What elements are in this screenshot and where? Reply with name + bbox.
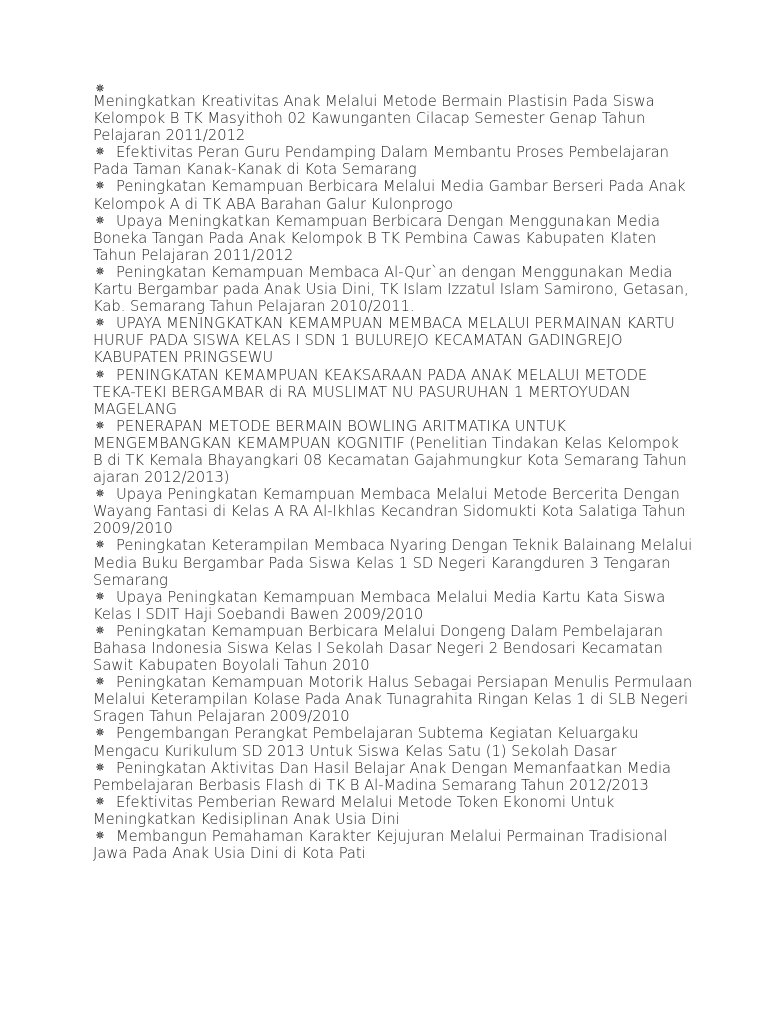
list-item-text: PENINGKATAN KEMAMPUAN KEAKSARAAN PADA ANAK MELALUI METODE TEKA-TEKI BERGAMBAR di RA MUSLIMAT NU PASURUHAN 1 MERTOYUDAN MAGELANG [93,366,648,418]
list-item [93,589,693,623]
list-item [93,623,693,674]
list-item-text: Peningkatan Kemampuan Membaca Al-Qur`an dengan Menggunakan Media Kartu Bergambar pada Anak Usia Dini, TK Islam Izzatul Islam Samirono, Getasan, Kab. Semarang Tahun Pelajaran 2010/2011. [93,263,689,316]
list-item [93,828,693,862]
list-item [93,315,693,366]
asterisk-bullet-icon [96,763,104,771]
list-item [93,264,693,315]
list-item [93,725,693,759]
list-item-text: Upaya Meningkatkan Kemampuan Berbicara Dengan Menggunakan Media Boneka Tangan Pada Anak Kelompok B TK Pembina Cawas Kabupaten Klaten Tahun Pelajaran 2011/2012 [93,212,660,264]
asterisk-bullet-icon [96,216,104,224]
list-item [93,674,693,725]
list-item [93,760,693,794]
list-item [93,213,693,264]
list-item-text: Upaya Peningkatan Kemampuan Membaca Melalui Media Kartu Kata Siswa Kelas I SDIT Haji Soebandi Bawen 2009/2010 [93,588,666,623]
asterisk-bullet-icon [96,267,104,275]
asterisk-bullet-icon [96,181,104,189]
list-item-text: Peningkatan Kemampuan Berbicara Melalui Media Gambar Berseri Pada Anak Kelompok A di TK ABA Barahan Galur Kulonprogo [93,178,686,213]
asterisk-bullet-icon [96,540,104,548]
list-item-text: Pengembangan Perangkat Pembelajaran Subtema Kegiatan Keluargaku Mengacu Kurikulum SD 2013 Untuk Siswa Kelas Satu (1) Sekolah Dasar [93,725,639,760]
list-item-text: Peningkatan Kemampuan Berbicara Melalui Dongeng Dalam Pembelajaran Bahasa Indonesia Siswa Kelas I Sekolah Dasar Negeri 2 Bendosari Kecamatan Sawit Kabupaten Boyolali Tahun 2010 [93,622,663,675]
list-item [93,794,693,828]
asterisk-bullet-icon [96,421,104,429]
list-item [93,144,693,178]
list-item-text: Efektivitas Pemberian Reward Melalui Metode Token Ekonomi Untuk Meningkatkan Kedisiplinan Anak Usia Dini [93,793,615,828]
asterisk-bullet-icon [96,318,104,326]
list-item [93,84,693,144]
asterisk-bullet-icon [96,728,104,736]
asterisk-bullet-icon [96,677,104,685]
list-item-text: Meningkatkan Kreativitas Anak Melalui Metode Bermain Plastisin Pada Siswa Kelompok B TK Masyithoh 02 Kawunganten Cilacap Semester Genap Tahun Pelajaran 2011/2012 [93,93,655,145]
list-item-text: Peningkatan Kemampuan Motorik Halus Sebagai Persiapan Menulis Permulaan Melalui Keterampilan Kolase Pada Anak Tunagrahita Ringan Kelas 1 di SLB Negeri Sragen Tahun Pelajaran 2009/2010 [93,674,693,726]
list-item-text: Peningkatan Aktivitas Dan Hasil Belajar Anak Dengan Memanfaatkan Media Pembelajaran Berbasis Flash di TK B Al-Madina Semarang Tahun 2012/2013 [93,759,672,794]
document-page [93,84,693,862]
list-item [93,178,693,212]
list-item [93,537,693,588]
asterisk-bullet-icon [96,797,104,805]
title-list [93,84,693,862]
list-item [93,418,693,486]
asterisk-bullet-icon [96,831,104,839]
list-item-text: UPAYA MENINGKATKAN KEMAMPUAN MEMBACA MELALUI PERMAINAN KARTU HURUF PADA SISWA KELAS I SDN 1 BULUREJO KECAMATAN GADINGREJO KABUPATEN PRINGSEWU [93,315,675,367]
list-item-text: Peningkatan Keterampilan Membaca Nyaring Dengan Teknik Balainang Melalui Media Buku Bergambar Pada Siswa Kelas 1 SD Negeri Karangduren 3 Tengaran Semarang [93,537,693,589]
list-item-text: Membangun Pemahaman Karakter Kejujuran Melalui Permainan Tradisional Jawa Pada Anak Usia Dini di Kota Pati [93,828,668,863]
list-item [93,367,693,418]
asterisk-bullet-icon [96,489,104,497]
asterisk-bullet-icon [96,370,104,378]
asterisk-bullet-icon [96,147,104,155]
list-item-text: PENERAPAN METODE BERMAIN BOWLING ARITMATIKA UNTUK MENGEMBANGKAN KEMAMPUAN KOGNITIF (Penelitian Tindakan Kelas Kelompok B di TK Kemala Bhayangkari 08 Kecamatan Gajahmungkur Kota Semarang Tahun ajaran 2012/2013) [93,417,687,487]
list-item-text: Upaya Peningkatan Kemampuan Membaca Melalui Metode Bercerita Dengan Wayang Fantasi di Kelas A RA Al-Ikhlas Kecandran Sidomukti Kota Salatiga Tahun 2009/2010 [93,486,686,538]
asterisk-bullet-icon [96,626,104,634]
list-item [93,486,693,537]
asterisk-bullet-icon [96,84,104,92]
asterisk-bullet-icon [96,592,104,600]
list-item-text: Efektivitas Peran Guru Pendamping Dalam Membantu Proses Pembelajaran Pada Taman Kanak-Kanak di Kota Semarang [93,144,669,179]
